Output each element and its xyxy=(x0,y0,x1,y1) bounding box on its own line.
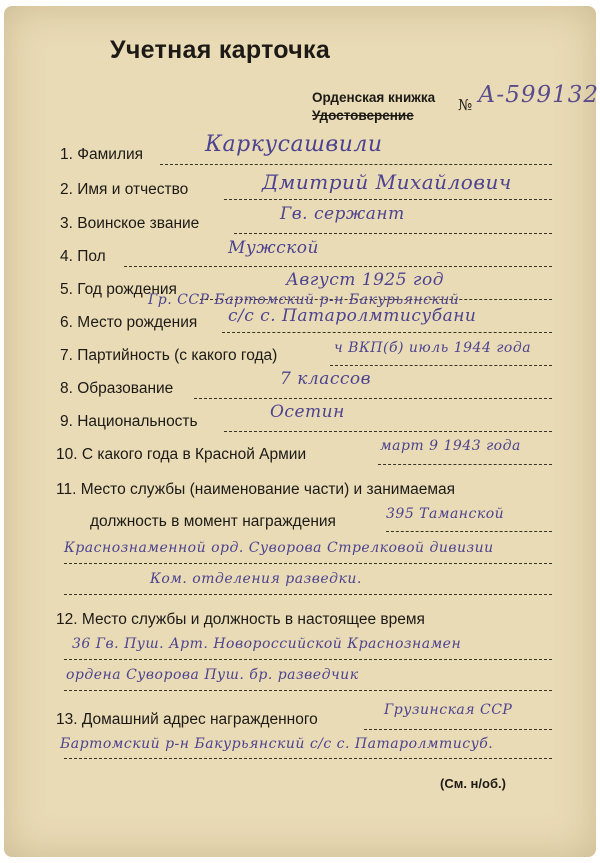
field-current-service-line-2 xyxy=(64,690,552,691)
field-education-value: 7 классов xyxy=(280,369,372,389)
field-army-since-line xyxy=(378,464,552,465)
field-education-line xyxy=(194,398,552,399)
field-surname-value: Каркусашвили xyxy=(205,132,383,157)
field-home-address-line-2 xyxy=(64,758,552,759)
see-reverse-note: (См. н/об.) xyxy=(440,776,506,791)
field-birthplace-value-above: Гр. ССР Бартомский р-н Бакурьянский xyxy=(148,292,460,308)
field-current-service-value-2: ордена Суворова Пуш. бр. разведчик xyxy=(66,667,359,683)
field-service-line-1 xyxy=(386,531,552,532)
field-home-address-value-1: Грузинская ССР xyxy=(384,702,513,718)
field-birth-year-label: 5. Год рождения xyxy=(60,281,177,298)
field-home-address-line-1 xyxy=(364,729,552,730)
field-service-value-1: 395 Таманской xyxy=(386,506,505,522)
field-army-since-value: март 9 1943 года xyxy=(380,438,521,454)
field-service-line-3 xyxy=(64,594,552,595)
doc-type-order-book: Орденская книжка xyxy=(312,90,436,105)
field-surname-line xyxy=(160,164,552,165)
field-current-service-label: 12. Место службы и должность в настоящее время xyxy=(56,611,425,628)
field-birth-year-value: Август 1925 год xyxy=(286,270,445,290)
field-name-value: Дмитрий Михайлович xyxy=(262,170,512,194)
field-service-value-2: Краснознаменной орд. Суворова Стрелковой дивизии xyxy=(64,540,494,556)
field-current-service-value-1: 36 Гв. Пуш. Арт. Новороссийской Краснознамен xyxy=(72,636,462,652)
field-party-label: 7. Партийность (с какого года) xyxy=(60,347,278,364)
field-army-since-label: 10. С какого года в Красной Армии xyxy=(56,446,307,463)
serial-number: А-599132 xyxy=(478,82,599,108)
field-sex-line xyxy=(124,266,552,267)
field-name-line xyxy=(224,199,552,200)
field-rank-value: Гв. сержант xyxy=(280,204,405,224)
field-sex-label: 4. Пол xyxy=(60,248,106,265)
field-nationality-label: 9. Национальность xyxy=(60,413,198,430)
field-birthplace-line xyxy=(222,332,552,333)
field-nationality-line xyxy=(224,431,552,432)
field-home-address-label: 13. Домашний адрес награжденного xyxy=(56,711,318,728)
doc-type-certificate-struck: Удостоверение xyxy=(312,108,414,123)
field-service-line-2 xyxy=(64,563,552,564)
field-service-label: 11. Место службы (наименование части) и занимаемая xyxy=(56,481,456,498)
field-party-value: ч ВКП(б) июль 1944 года xyxy=(334,340,532,356)
field-rank-line xyxy=(234,233,552,234)
field-nationality-value: Осетин xyxy=(270,402,345,422)
field-party-line xyxy=(330,365,552,366)
field-name-label: 2. Имя и отчество xyxy=(60,181,189,198)
field-sex-value: Мужской xyxy=(228,238,319,258)
field-education-label: 8. Образование xyxy=(60,380,174,397)
field-service-label-2: должность в момент награждения xyxy=(90,513,336,530)
field-service-value-3: Ком. отделения разведки. xyxy=(150,571,362,587)
card-title: Учетная карточка xyxy=(110,36,331,64)
field-current-service-line-1 xyxy=(64,659,552,660)
field-birthplace-value: с/с с. Патаролмтисубани xyxy=(228,306,477,326)
field-rank-label: 3. Воинское звание xyxy=(60,215,200,232)
number-label: № xyxy=(458,96,473,114)
field-birthplace-label: 6. Место рождения xyxy=(60,314,198,331)
field-surname-label: 1. Фамилия xyxy=(60,146,144,163)
field-home-address-value-2: Бартомский р-н Бакурьянский с/с с. Патаролмтисуб. xyxy=(60,736,494,752)
